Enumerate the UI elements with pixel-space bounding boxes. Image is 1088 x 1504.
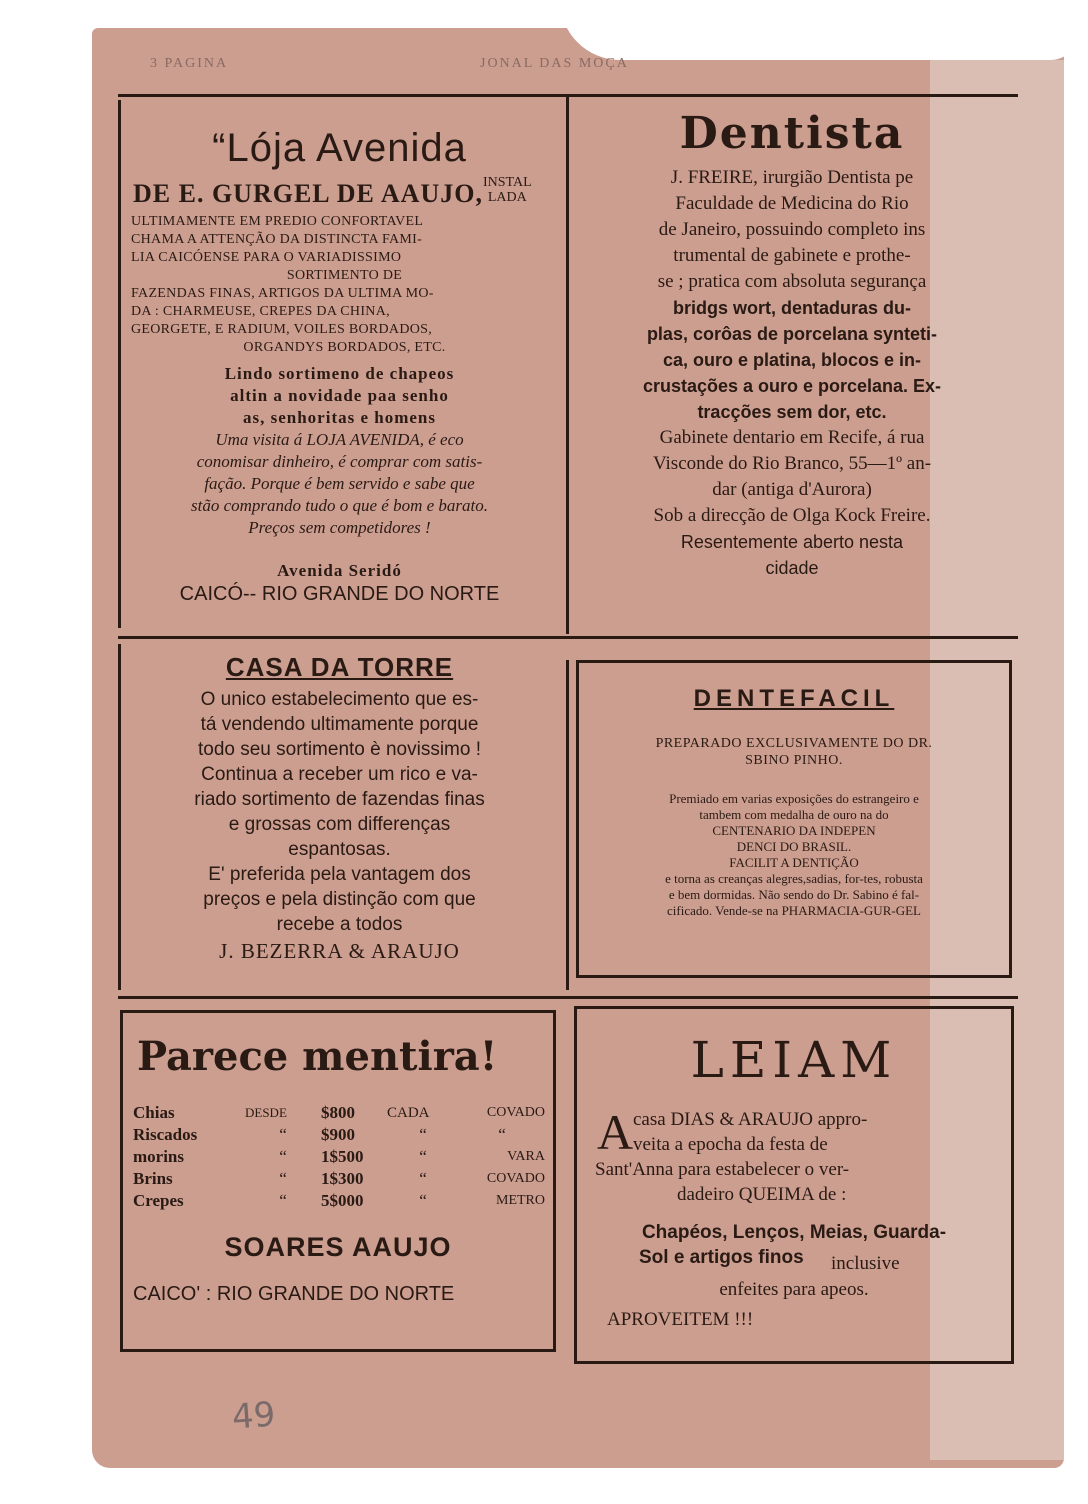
torn-edge xyxy=(560,0,1080,60)
ad-leiam xyxy=(574,1006,1014,1364)
price-row xyxy=(133,1146,553,1168)
price-row xyxy=(133,1124,553,1146)
leiam-line: casa DIAS & ARAUJO appro- xyxy=(633,1109,868,1130)
ad-loja-avenida xyxy=(118,100,558,628)
leiam-line: veita a epocha da festa de xyxy=(633,1134,828,1155)
dentista-line: tracções sem dor, etc. xyxy=(697,402,887,422)
price-unit: “ xyxy=(498,1125,506,1144)
page-number: 3 PAGINA xyxy=(150,56,229,71)
dentista-line: Resentemente aberto nesta xyxy=(680,532,904,552)
leiam-line: Sant'Anna para estabelecer o ver- xyxy=(595,1159,850,1180)
loja-bold xyxy=(121,363,558,429)
ad-dentefacil xyxy=(576,660,1012,978)
dentista-line: crustações a ouro e porcelana. Ex- xyxy=(642,376,942,396)
dentista-title: Dentista xyxy=(679,108,905,159)
casa-line: riado sortimento de fazendas finas xyxy=(194,789,485,810)
dentefacil-line: DENCI DO BRASIL. xyxy=(736,839,852,854)
dentista-line: de Janeiro, possuindo completo ins xyxy=(658,219,926,240)
loja-owner: DE E. GURGEL DE AAUJO, xyxy=(133,179,483,208)
price-suffix: CADA xyxy=(387,1105,430,1121)
casa-signature: J. BEZERRA & ARAUJO xyxy=(219,939,460,963)
price-suffix: “ xyxy=(419,1147,427,1166)
loja-city: CAICÓ-- RIO GRANDE DO NORTE xyxy=(179,583,500,605)
dentefacil-sub-line: SBINO PINHO. xyxy=(745,753,843,768)
dentista-line: Faculdade de Medicina do Rio xyxy=(675,193,909,214)
loja-body-line: DA : CHARMEUSE, CREPES DA CHINA, xyxy=(131,304,390,319)
leiam-bold1: Chapéos, Lenços, Meias, Guarda- xyxy=(641,1222,947,1243)
casa-body xyxy=(121,687,558,937)
price-suffix: “ xyxy=(419,1169,427,1188)
leiam-enfeites: enfeites para apeos. xyxy=(719,1279,869,1300)
price-suffix: “ xyxy=(419,1125,427,1144)
casa-line: tá vendendo ultimamente porque xyxy=(200,714,479,735)
price-prefix: “ xyxy=(279,1125,287,1144)
price-unit: VARA xyxy=(507,1149,545,1164)
row-rule-1 xyxy=(118,636,1018,639)
loja-italic-line: Uma visita á LOJA AVENIDA, é eco xyxy=(215,430,464,449)
price-row xyxy=(133,1168,553,1190)
casa-line: O unico estabelecimento que es- xyxy=(200,689,479,710)
ad-dentista xyxy=(572,100,1012,632)
row-rule-2 xyxy=(118,996,1018,999)
casa-line: E' preferida pela vantagem dos xyxy=(208,864,471,885)
price-value: $900 xyxy=(321,1125,355,1144)
loja-italic-line: conomisar dinheiro, é comprar com satis- xyxy=(196,452,483,471)
casa-line: todo seu sortimento è novissimo ! xyxy=(197,739,482,760)
casa-line: recebe a todos xyxy=(276,914,403,935)
dentefacil-line: e bem dormidas. Não sendo do Dr. Sabino é fal- xyxy=(668,887,920,902)
ad-parece-mentira xyxy=(120,1010,556,1352)
price-item: Chias xyxy=(133,1103,175,1122)
loja-body-line: FAZENDAS FINAS, ARTIGOS DA ULTIMA MO- xyxy=(131,286,434,301)
casa-line: e grossas com differenças xyxy=(228,814,451,835)
price-row xyxy=(133,1190,553,1212)
dentista-line: plas, corôas de porcelana synteti- xyxy=(646,324,938,344)
leiam-inclusive: inclusive xyxy=(831,1253,900,1274)
price-value: 1$500 xyxy=(321,1147,364,1166)
loja-instal-2: LADA xyxy=(487,190,527,205)
loja-italic-line: fação. Porque é bem servido e sabe que xyxy=(204,474,475,493)
loja-instal-1: INSTAL xyxy=(483,175,532,190)
page-header xyxy=(140,56,980,78)
dentista-line: trumental de gabinete e prothe- xyxy=(673,245,911,266)
dentefacil-sub xyxy=(579,735,1009,769)
dentefacil-line: tambem com medalha de ouro na do xyxy=(699,807,889,822)
price-unit: COVADO xyxy=(486,1171,545,1186)
price-table xyxy=(133,1102,553,1212)
price-prefix: “ xyxy=(279,1147,287,1166)
loja-body-line: ORGANDYS BORDADOS, ETC. xyxy=(243,340,446,355)
loja-bold-line: Lindo sortimeno de chapeos xyxy=(224,364,455,383)
price-suffix: “ xyxy=(419,1191,427,1210)
parece-city: CAICO' : RIO GRANDE DO NORTE xyxy=(133,1283,455,1305)
loja-italic xyxy=(121,429,558,539)
loja-bold-line: altin a novidade paa senho xyxy=(230,386,449,405)
dentefacil-sub-line: PREPARADO EXCLUSIVAMENTE DO DR. xyxy=(655,736,933,751)
casa-title: CASA DA TORRE xyxy=(225,652,454,682)
price-prefix: “ xyxy=(279,1169,287,1188)
dentista-line: ca, ouro e platina, blocos e in- xyxy=(662,350,922,370)
dentista-line: Gabinete dentario em Recife, á rua xyxy=(659,427,925,448)
parece-signature: SOARES AAUJO xyxy=(224,1232,452,1262)
dentista-body xyxy=(572,165,1012,581)
column-rule-2 xyxy=(566,660,569,990)
dentista-line: Sob a direcção de Olga Kock Freire. xyxy=(653,505,931,526)
loja-italic-line: Preços sem competidores ! xyxy=(248,518,431,537)
loja-body-line: SORTIMENTO DE xyxy=(286,268,403,283)
loja-street: Avenida Seridó xyxy=(277,561,402,580)
price-value: 1$300 xyxy=(321,1169,364,1188)
dentefacil-line: Premiado em varias exposições do estrangeiro e xyxy=(669,791,919,806)
loja-bold-line: as, senhoritas e homens xyxy=(242,408,436,427)
price-unit: COVADO xyxy=(486,1105,545,1120)
casa-line: preços e pela distinção com que xyxy=(203,889,476,910)
dentista-line: cidade xyxy=(765,558,819,578)
price-unit: METRO xyxy=(496,1193,545,1208)
dentefacil-title: DENTEFACIL xyxy=(693,685,895,712)
price-item: Brins xyxy=(133,1169,173,1188)
dentefacil-line: cificado. Vende-se na PHARMACIA-GUR-GEL xyxy=(667,903,921,918)
price-item: morins xyxy=(133,1147,184,1166)
dentefacil-body xyxy=(579,791,1009,919)
price-value: $800 xyxy=(321,1103,355,1122)
price-item: Crepes xyxy=(133,1191,184,1210)
price-prefix: DESDE xyxy=(245,1105,287,1120)
price-item: Riscados xyxy=(133,1125,198,1144)
handwritten-number: 49 xyxy=(230,1394,277,1438)
dentista-line: Visconde do Rio Branco, 55—1º an- xyxy=(652,453,932,474)
loja-body-line: LIA CAICÓENSE PARA O VARIADISSIMO xyxy=(131,250,402,265)
loja-body-line: CHAMA A ATTENÇÃO DA DISTINCTA FAMI- xyxy=(131,232,423,247)
dentista-line: J. FREIRE, irurgião Dentista pe xyxy=(670,167,914,188)
dentista-line: se ; pratica com absoluta segurança xyxy=(657,271,927,292)
dentista-line: dar (antiga d'Aurora) xyxy=(712,479,872,500)
dentefacil-line: FACILIT A DENTIÇÃO xyxy=(729,855,859,870)
loja-italic-line: stão comprando tudo o que é bom e barato. xyxy=(190,496,488,515)
dentista-line: bridgs wort, dentaduras du- xyxy=(672,298,911,318)
leiam-line: dadeiro QUEIMA de : xyxy=(677,1184,847,1205)
ad-casa-da-torre xyxy=(118,644,558,990)
leiam-dropcap: A xyxy=(597,1104,634,1160)
leiam-bold2: Sol e artigos finos xyxy=(639,1247,804,1268)
loja-body-line: GEORGETE, E RADIUM, VOILES BORDADOS, xyxy=(131,322,433,337)
price-row xyxy=(133,1102,553,1124)
loja-title: “Lója Avenida xyxy=(212,126,467,170)
dentefacil-line: CENTENARIO DA INDEPEN xyxy=(712,823,876,838)
price-value: 5$000 xyxy=(321,1191,364,1210)
price-prefix: “ xyxy=(279,1191,287,1210)
casa-line: Continua a receber um rico e va- xyxy=(201,764,478,785)
dentefacil-line: e torna as creanças alegres,sadias, for-tes, robusta xyxy=(665,871,923,886)
loja-body xyxy=(121,213,558,357)
leiam-title: LEIAM xyxy=(690,1031,898,1089)
leiam-aproveitem: APROVEITEM !!! xyxy=(607,1309,754,1330)
newspaper-title: JONAL DAS MOÇA xyxy=(480,56,629,71)
parece-title: Parece mentira! xyxy=(137,1033,498,1080)
column-rule-1 xyxy=(566,96,569,634)
casa-line: espantosas. xyxy=(288,839,391,860)
loja-body-line: ULTIMAMENTE EM PREDIO CONFORTAVEL xyxy=(131,214,424,229)
